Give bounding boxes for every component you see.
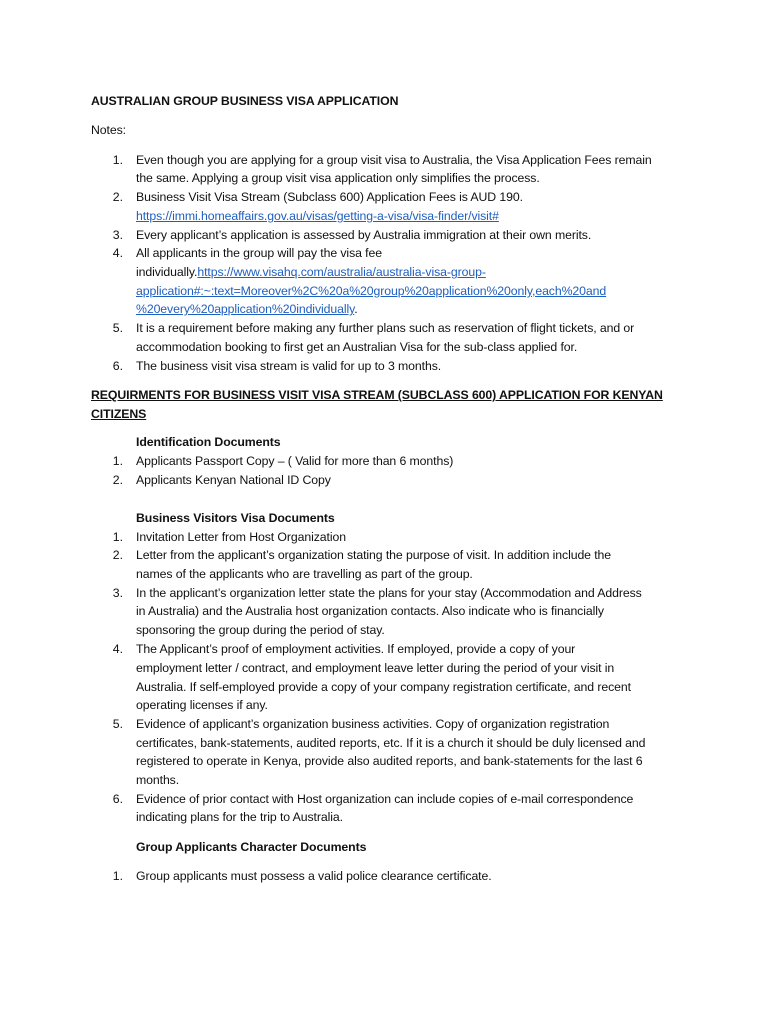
note-line: It is a requirement before making any further plans such as reservation of flight tickets, and or	[136, 321, 635, 335]
note-line: accommodation booking to first get an Australian Visa for the sub-class applied for.	[136, 340, 578, 354]
business-doc-line: Evidence of applicant’s organization business activities. Copy of organization registration	[136, 717, 610, 731]
note-line: The business visit visa stream is valid for up to 3 months.	[136, 359, 442, 373]
note-number: 5.	[112, 321, 123, 335]
requirements-heading: REQUIRMENTS FOR BUSINESS VISIT VISA STREAM (SUBCLASS 600) APPLICATION FOR KENYAN	[91, 388, 663, 402]
business-doc-line: names of the applicants who are travelling as part of the group.	[136, 567, 473, 581]
item-number: 3.	[112, 586, 123, 600]
identification-item: Applicants Kenyan National ID Copy	[136, 473, 331, 487]
business-doc-line: Australia. If self-employed provide a copy of your company registration certificate, and recent	[136, 680, 631, 694]
business-doc-line: operating licenses if any.	[136, 698, 268, 712]
note-number: 3.	[112, 228, 123, 242]
immi-link[interactable]: https://immi.homeaffairs.gov.au/visas/getting-a-visa/visa-finder/visit#	[136, 209, 499, 223]
item-number: 1.	[112, 530, 123, 544]
identification-heading: Identification Documents	[136, 435, 281, 449]
visahq-link-part[interactable]: %20every%20application%20individually	[136, 302, 355, 316]
note-line: the same. Applying a group visit visa application only simplifies the process.	[136, 171, 540, 185]
note-line: Even though you are applying for a group visit visa to Australia, the Visa Application Fees remain	[136, 153, 652, 167]
note-number: 1.	[112, 153, 123, 167]
note-line: Business Visit Visa Stream (Subclass 600) Application Fees is AUD 190.	[136, 190, 523, 204]
business-doc-line: certificates, bank-statements, audited reports, etc. If it is a church it should be duly licensed and	[136, 736, 646, 750]
business-doc-line: indicating plans for the trip to Australia.	[136, 810, 343, 824]
visahq-link-part[interactable]: application#:~:text=Moreover%2C%20a%20group%20application%20only,each%20and	[136, 284, 607, 298]
business-doc-line: sponsoring the group during the period of stay.	[136, 623, 385, 637]
note-suffix: .	[354, 302, 358, 316]
note-number: 6.	[112, 359, 123, 373]
business-doc-line: Evidence of prior contact with Host organization can include copies of e-mail correspondence	[136, 792, 634, 806]
note-line	[136, 302, 358, 317]
notes-label: Notes:	[91, 123, 126, 137]
item-number: 1.	[112, 869, 123, 883]
item-number: 2.	[112, 473, 123, 487]
business-doc-line: months.	[136, 773, 180, 787]
requirements-heading: CITIZENS	[91, 407, 147, 421]
note-number: 2.	[112, 190, 123, 204]
item-number: 5.	[112, 717, 123, 731]
business-doc-line: registered to operate in Kenya, provide also audited reports, and bank-statements for the last 6	[136, 754, 643, 768]
note-line	[136, 265, 486, 280]
note-number: 4.	[112, 246, 123, 260]
identification-item: Applicants Passport Copy – ( Valid for more than 6 months)	[136, 454, 454, 468]
business-docs-heading: Business Visitors Visa Documents	[136, 511, 335, 525]
character-docs-heading: Group Applicants Character Documents	[136, 840, 367, 854]
business-doc-line: The Applicant’s proof of employment activities. If employed, provide a copy of your	[136, 642, 576, 656]
note-prefix: individually.	[136, 265, 198, 279]
note-line: All applicants in the group will pay the visa fee	[136, 246, 382, 260]
business-doc-line: in Australia) and the Australia host organization contacts. Also indicate who is financially	[136, 604, 604, 618]
item-number: 6.	[112, 792, 123, 806]
character-doc-item: Group applicants must possess a valid police clearance certificate.	[136, 869, 492, 883]
visahq-link-part[interactable]: https://www.visahq.com/australia/australia-visa-group-	[197, 265, 486, 279]
note-line: Every applicant’s application is assessed by Australia immigration at their own merits.	[136, 228, 592, 242]
business-doc-line: Invitation Letter from Host Organization	[136, 530, 346, 544]
business-doc-line: employment letter / contract, and employment leave letter during the period of your visit in	[136, 661, 615, 675]
item-number: 1.	[112, 454, 123, 468]
document-title: AUSTRALIAN GROUP BUSINESS VISA APPLICATION	[91, 94, 399, 108]
item-number: 4.	[112, 642, 123, 656]
business-doc-line: In the applicant’s organization letter state the plans for your stay (Accommodation and Address	[136, 586, 642, 600]
business-doc-line: Letter from the applicant’s organization stating the purpose of visit. In addition include the	[136, 548, 612, 562]
item-number: 2.	[112, 548, 123, 562]
